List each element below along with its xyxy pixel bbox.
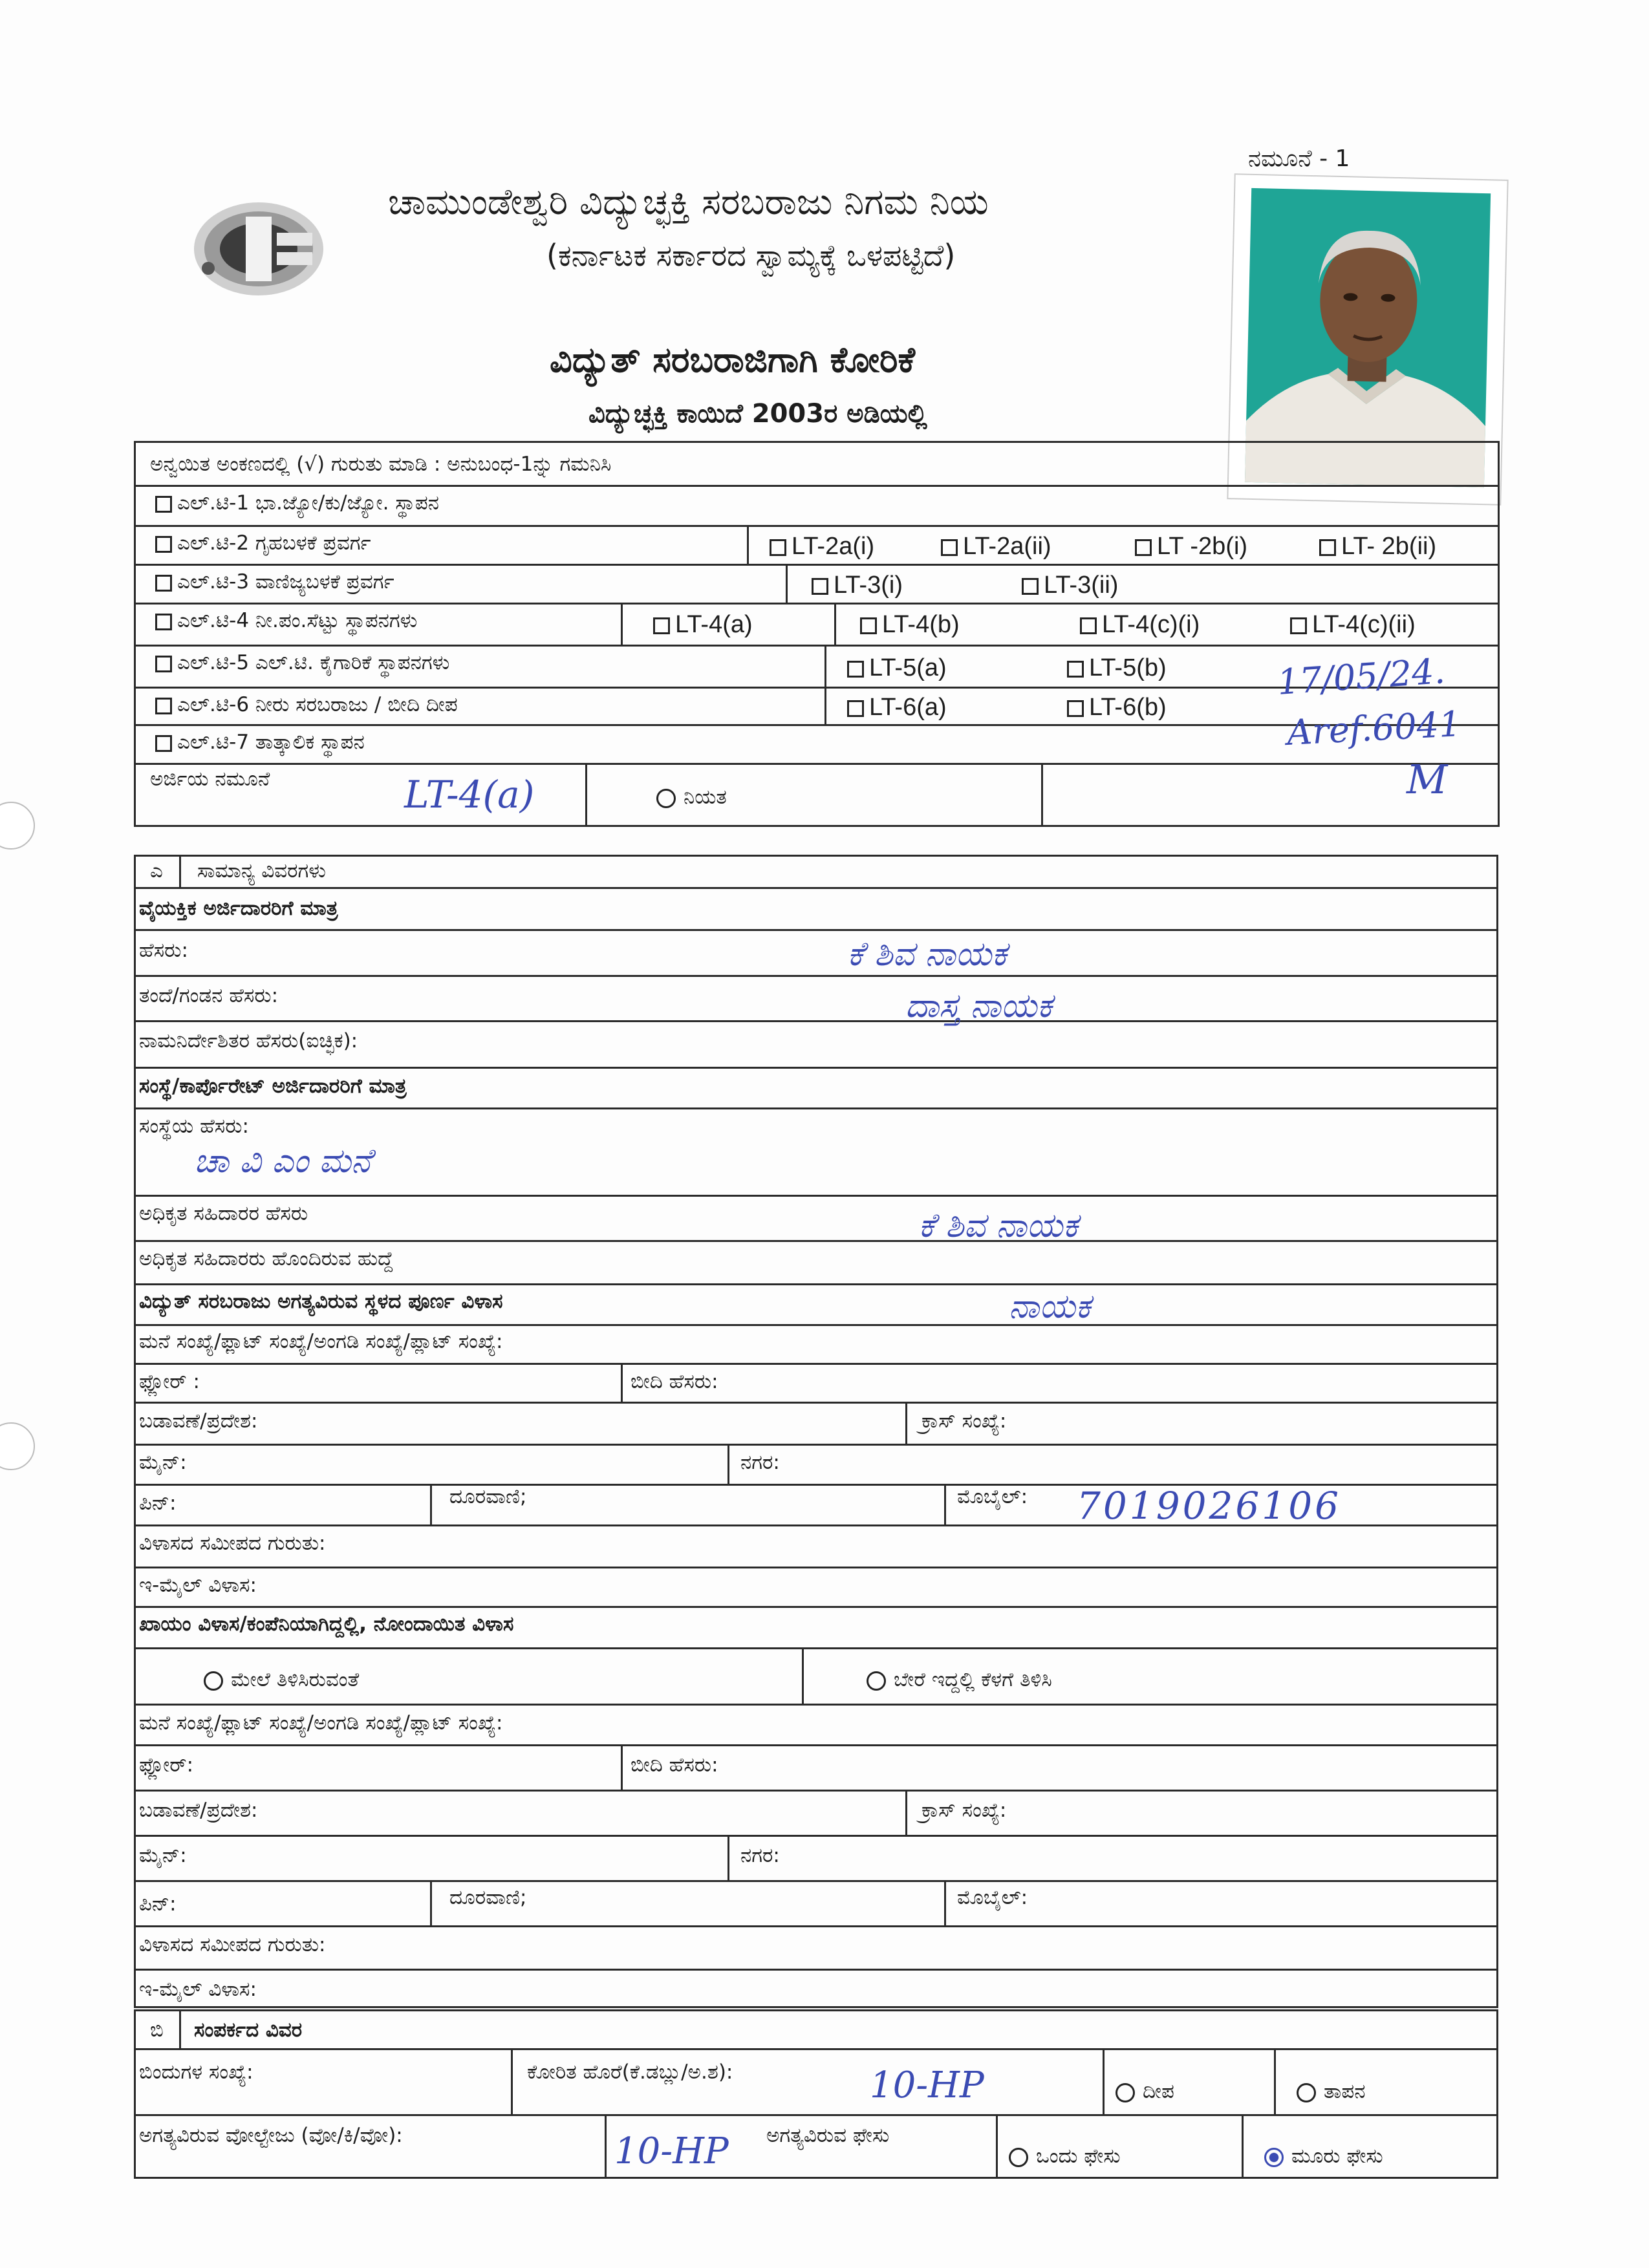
house-no-label: ಮನೆ ಸಂಖ್ಯೆ/ಫ್ಲಾಟ್ ಸಂಖ್ಯೆ/ಅಂಗಡಿ ಸಂಖ್ಯೆ/ಪ್ಲಾಟ್ ಸಂಖ್ಯೆ: (139, 1330, 503, 1353)
category-lt6[interactable]: ಎಲ್.ಟಿ-6 ನೀರು ಸರಬರಾಜು / ಬೀದಿ ದೀಪ (155, 695, 458, 715)
name-value[interactable]: ಕೆ ಶಿವ ನಾಯಕ (847, 935, 1007, 974)
supply-address-heading: ವಿದ್ಯುತ್ ಸರಬರಾಜು ಅಗತ್ಯವಿರುವ ಸ್ಥಳದ ಪೂರ್ಣ ವಿಳಾಸ (139, 1290, 503, 1313)
option-same-as-above[interactable]: ಮೇಲೆ ತಿಳಿಸಿರುವಂತೆ (204, 1670, 359, 1691)
load-label: ಕೋರಿತ ಹೊರೆ(ಕೆ.ಡಬ್ಲು/ಅ.ಶ): (527, 2060, 733, 2084)
landmark-label: ವಿಳಾಸದ ಸಮೀಪದ ಗುರುತು: (139, 1532, 326, 1555)
punch-hole-top (0, 802, 35, 850)
street-label-2: ಬೀದಿ ಹೆಸರು: (630, 1753, 718, 1777)
checkbox-lt2[interactable] (155, 536, 172, 553)
option-lt5b[interactable]: LT-5(b) (1067, 656, 1167, 680)
punch-hole-bottom (0, 1422, 35, 1470)
option-lt3-i[interactable]: LT-3(i) (812, 573, 903, 597)
form-number: ನಮೂನೆ - 1 (1248, 145, 1350, 172)
office-note-date: 17/05/24. (1276, 650, 1447, 703)
option-single-phase[interactable]: ಒಂದು ಫೇಸು (1009, 2146, 1121, 2167)
main-label-2: ಮೈನ್: (139, 1844, 187, 1867)
name-label: ಹೆಸರು: (139, 939, 188, 962)
phone-label: ದೂರವಾಣಿ; (449, 1485, 527, 1508)
city-label-2: ನಗರ: (740, 1844, 780, 1867)
floor-label: ಫ್ಲೋರ್ : (139, 1370, 200, 1393)
category-lt3[interactable]: ಎಲ್.ಟಿ-3 ವಾಣಿಜ್ಯಬಳಕೆ ಪ್ರವರ್ಗ (155, 572, 394, 592)
radio-regular[interactable] (656, 789, 676, 808)
office-note-ref: Aref.6041 (1286, 703, 1462, 754)
option-lt2b-ii[interactable]: LT- 2b(ii) (1319, 534, 1436, 559)
section-b-letter: ಬಿ (150, 2018, 164, 2042)
option-lamp[interactable]: ದೀಪ (1116, 2082, 1174, 2102)
street-label: ಬೀದಿ ಹೆಸರು: (630, 1370, 718, 1393)
org-name-label: ಸಂಸ್ಥೆಯ ಹೆಸರು: (139, 1115, 249, 1138)
auth-designation-label: ಅಧಿಕೃತ ಸಹಿದಾರರು ಹೊಂದಿರುವ ಹುದ್ದೆ (139, 1247, 394, 1270)
category-lt1[interactable]: ಎಲ್.ಟಿ-1 ಭಾ.ಜ್ಯೋ/ಕು/ಜ್ಯೋ. ಸ್ಥಾಪನ (155, 493, 439, 513)
father-name-label: ತಂದೆ/ಗಂಡನ ಹೆಸರು: (139, 984, 279, 1007)
checkbox-lt1[interactable] (155, 496, 172, 513)
cross-label: ಕ್ರಾಸ್ ಸಂಖ್ಯೆ: (921, 1409, 1007, 1433)
form-title: ವಿದ್ಯುತ್ ಸರಬರಾಜಿಗಾಗಿ ಕೋರಿಕೆ (550, 339, 916, 380)
city-label: ನಗರ: (740, 1451, 780, 1474)
section-a-letter: ಎ (150, 859, 163, 883)
radio-other-below[interactable] (867, 1671, 886, 1691)
instruction-text: ಅನ್ವಯಿತ ಅಂಕಣದಲ್ಲಿ (√) ಗುರುತು ಮಾಡಿ : ಅನುಬಂಧ-1ನ್ನು ಗಮನಿಸಿ (150, 453, 612, 476)
option-heater[interactable]: ತಾಪನ (1297, 2082, 1365, 2102)
section-b-title: ಸಂಪರ್ಕದ ವಿವರ (194, 2018, 303, 2042)
permanent-address-heading: ಖಾಯಂ ವಿಳಾಸ/ಕಂಪೆನಿಯಾಗಿದ್ದಲ್ಲಿ, ನೋಂದಾಯಿತ ವಿಳಾಸ (139, 1612, 514, 1636)
nominee-label: ನಾಮನಿರ್ದೇಶಿತರ ಹೆಸರು(ಐಚ್ಛಿಕ): (139, 1029, 358, 1053)
checkbox-lt3[interactable] (155, 575, 172, 592)
option-other-below[interactable]: ಬೇರೆ ಇದ್ದಲ್ಲಿ ಕೆಳಗೆ ತಿಳಿಸಿ (867, 1670, 1052, 1691)
company-logo (168, 187, 330, 297)
father-name-value[interactable]: ದಾಸ್ತ ನಾಯಕ (905, 987, 1052, 1025)
individual-heading: ವೈಯಕ್ತಿಕ ಅರ್ಜಿದಾರರಿಗೆ ಮಾತ್ರ (139, 897, 338, 920)
category-lt4[interactable]: ಎಲ್.ಟಿ-4 ನೀ.ಪಂ.ಸೆಟ್ಟು ಸ್ಥಾಪನಗಳು (155, 611, 417, 631)
checkbox-lt4[interactable] (155, 614, 172, 630)
option-lt2a-ii[interactable]: LT-2a(ii) (941, 534, 1051, 559)
option-lt4c-i[interactable]: LT-4(c)(i) (1080, 612, 1200, 637)
mobile-label: ಮೊಬೈಲ್: (957, 1485, 1028, 1508)
house-no-label-2: ಮನೆ ಸಂಖ್ಯೆ/ಫ್ಲಾಟ್ ಸಂಖ್ಯೆ/ಅಂಗಡಿ ಸಂಖ್ಯೆ/ಪ್ಲಾಟ್ ಸಂಖ್ಯೆ: (139, 1711, 503, 1735)
office-note-initials: M (1406, 756, 1448, 803)
radio-three-phase[interactable] (1264, 2148, 1284, 2167)
option-lt3-ii[interactable]: LT-3(ii) (1022, 573, 1118, 597)
radio-heater[interactable] (1297, 2083, 1316, 2102)
option-lt6a[interactable]: LT-6(a) (847, 695, 947, 720)
option-lt2a-i[interactable]: LT-2a(i) (770, 534, 874, 559)
section-a-title: ಸಾಮಾನ್ಯ ವಿವರಗಳು (197, 859, 326, 883)
mobile-label-2: ಮೊಬೈಲ್: (957, 1886, 1028, 1909)
floor-label-2: ಫ್ಲೋರ್: (139, 1753, 194, 1777)
points-label: ಬಿಂದುಗಳ ಸಂಖ್ಯೆ: (139, 2060, 253, 2084)
auth-signatory-value[interactable]: ಕೆ ಶಿವ ನಾಯಕ (918, 1206, 1078, 1245)
option-regular[interactable]: ನಿಯತ (656, 787, 727, 808)
option-lt5a[interactable]: LT-5(a) (847, 656, 947, 680)
email-label-2: ಇ-ಮೈಲ್ ವಿಳಾಸ: (139, 1978, 257, 2001)
phase-label: ಅಗತ್ಯವಿರುವ ಫೇಸು (766, 2124, 890, 2147)
landmark-label-2: ವಿಳಾಸದ ಸಮೀಪದ ಗುರುತು: (139, 1933, 326, 1956)
application-type-label: ಅರ್ಜಿಯ ನಮೂನೆ (150, 767, 270, 791)
radio-single-phase[interactable] (1009, 2148, 1028, 2167)
pin-label: ಪಿನ್: (139, 1492, 177, 1515)
option-lt4c-ii[interactable]: LT-4(c)(ii) (1290, 612, 1416, 637)
company-subtitle: (ಕರ್ನಾಟಕ ಸರ್ಕಾರದ ಸ್ವಾಮ್ಯಕ್ಕೆ ಒಳಪಟ್ಟಿದೆ) (546, 238, 956, 273)
org-name-value[interactable]: ಚಾ ವಿ ಎಂ ಮನೆ (194, 1142, 371, 1181)
application-type-value[interactable]: LT-4(a) (404, 773, 535, 817)
category-lt7[interactable]: ಎಲ್.ಟಿ-7 ತಾತ್ಕಾಲಿಕ ಸ್ಥಾಪನ (155, 733, 365, 753)
area-label: ಬಡಾವಣೆ/ಪ್ರದೇಶ: (139, 1409, 258, 1433)
voltage-label: ಅಗತ್ಯವಿರುವ ವೋಲ್ಟೇಜು (ವೋ/ಕಿ/ವೋ): (139, 2124, 403, 2147)
load-value[interactable]: 10-HP (870, 2064, 984, 2106)
radio-same-as-above[interactable] (204, 1671, 223, 1691)
checkbox-lt7[interactable] (155, 735, 172, 752)
org-heading: ಸಂಸ್ಥೆ/ಕಾರ್ಪೊರೇಟ್ ಅರ್ಜಿದಾರರಿಗೆ ಮಾತ್ರ (139, 1075, 407, 1098)
checkbox-lt6[interactable] (155, 698, 172, 714)
phone-label-2: ದೂರವಾಣಿ; (449, 1886, 527, 1909)
checkbox-lt5[interactable] (155, 656, 172, 672)
email-label: ಇ-ಮೈಲ್ ವಿಳಾಸ: (139, 1574, 257, 1597)
voltage-value[interactable]: 10-HP (614, 2130, 729, 2172)
pin-label-2: ಪಿನ್: (139, 1892, 177, 1916)
cross-label-2: ಕ್ರಾಸ್ ಸಂಖ್ಯೆ: (921, 1799, 1007, 1822)
company-name: ಚಾಮುಂಡೇಶ್ವರಿ ವಿದ್ಯುಚ್ಛಕ್ತಿ ಸರಬರಾಜು ನಿಗಮ ನಿಯ (388, 181, 989, 223)
auth-designation-value[interactable]: ನಾಯಕ (1009, 1287, 1091, 1326)
option-three-phase[interactable]: ಮೂರು ಫೇಸು (1264, 2146, 1383, 2167)
auth-signatory-label: ಅಧಿಕೃತ ಸಹಿದಾರರ ಹೆಸರು (139, 1202, 308, 1225)
mobile-value[interactable]: 7019026106 (1077, 1484, 1342, 1528)
radio-lamp[interactable] (1116, 2083, 1135, 2102)
category-lt5[interactable]: ಎಲ್.ಟಿ-5 ಎಲ್.ಟಿ. ಕೈಗಾರಿಕೆ ಸ್ಥಾಪನಗಳು (155, 653, 449, 673)
option-lt2b-i[interactable]: LT -2b(i) (1135, 534, 1247, 559)
option-lt4b[interactable]: LT-4(b) (860, 612, 960, 637)
category-lt2[interactable]: ಎಲ್.ಟಿ-2 ಗೃಹಬಳಕೆ ಪ್ರವರ್ಗ (155, 533, 371, 553)
option-lt6b[interactable]: LT-6(b) (1067, 695, 1167, 720)
main-label: ಮೈನ್: (139, 1451, 187, 1474)
option-lt4a[interactable]: LT-4(a) (653, 612, 753, 637)
act-line: ವಿದ್ಯುಚ್ಛಕ್ತಿ ಕಾಯಿದೆ 2003ರ ಅಡಿಯಲ್ಲಿ (588, 399, 927, 429)
area-label-2: ಬಡಾವಣೆ/ಪ್ರದೇಶ: (139, 1799, 258, 1822)
